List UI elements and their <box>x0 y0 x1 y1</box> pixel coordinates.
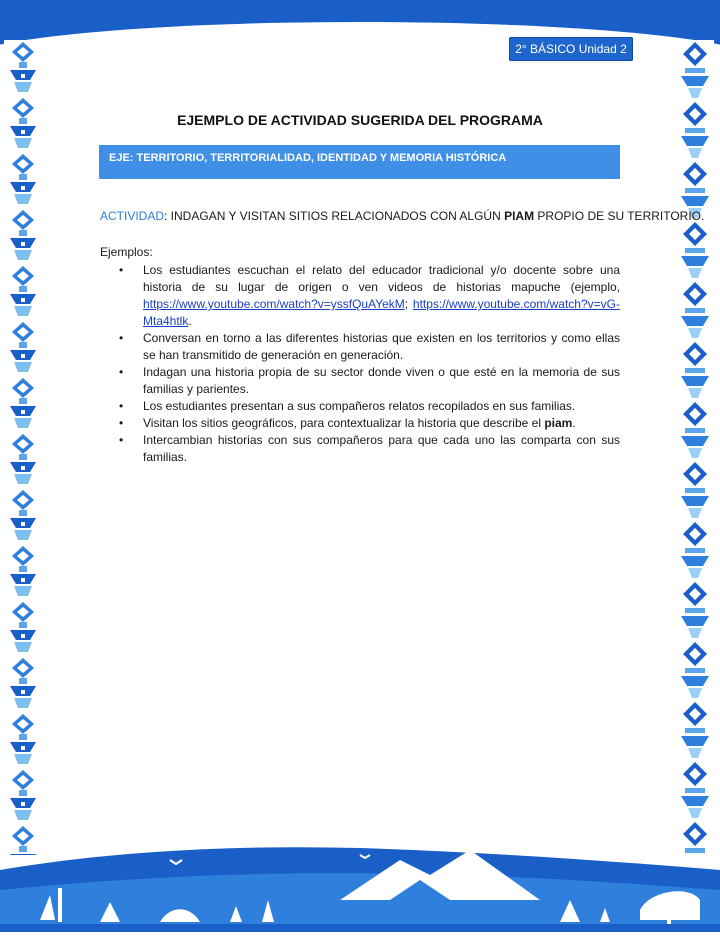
page-title: EJEMPLO DE ACTIVIDAD SUGERIDA DEL PROGRAMA <box>177 112 543 128</box>
eje-banner: EJE: TERRITORIO, TERRITORIALIDAD, IDENTIDAD Y MEMORIA HISTÓRICA <box>99 145 620 179</box>
actividad-bold: PIAM <box>504 209 535 223</box>
list-item <box>100 432 620 466</box>
bullet: • <box>119 399 124 413</box>
list-item <box>100 262 620 330</box>
item-text: Los estudiantes presentan a sus compañeros relatos recopilados en sus familias. <box>143 399 576 413</box>
item-text: Intercambian historias con sus compañeros para que cada uno las comparta con sus familias. <box>143 433 620 464</box>
actividad-text-before: : INDAGAN Y VISITAN SITIOS RELACIONADOS CON ALGÚN <box>164 209 505 223</box>
item-bold: piam <box>544 416 573 430</box>
bullet: • <box>119 416 124 430</box>
item-text: Indagan una historia propia de su sector donde viven o que esté en la memoria de sus familias y parientes. <box>143 365 620 396</box>
bullet: • <box>119 331 124 345</box>
item-text: Los estudiantes escuchan el relato del educador tradicional y/o docente sobre una historia de su lugar de origen o ven videos de historias mapuche (ejemplo, <box>143 263 620 294</box>
list-item <box>100 415 620 432</box>
left-decorative-border <box>4 40 42 855</box>
youtube-link-2[interactable]: https://www.youtube.com/watch?v=vG-Mta4htlk <box>143 297 620 328</box>
item-text: Conversan en torno a las diferentes historias que existen en los territorios y como ellas se han transmitido de generación en generación. <box>143 331 620 362</box>
bullet: • <box>119 365 124 379</box>
actividad-label: ACTIVIDAD <box>100 209 165 223</box>
bullet: • <box>119 433 124 447</box>
actividad-line <box>100 209 705 223</box>
bullet: • <box>119 263 124 277</box>
youtube-link-1[interactable]: https://www.youtube.com/watch?v=yssfQuAYekM <box>143 297 405 311</box>
list-item <box>100 398 620 415</box>
ejemplos-label: Ejemplos: <box>100 245 153 259</box>
list-item <box>100 330 620 364</box>
unit-badge: 2° BÁSICO Unidad 2 <box>509 37 633 61</box>
list-item <box>100 364 620 398</box>
footer-landscape-illustration <box>0 840 720 932</box>
item-text: Visitan los sitios geográficos, para contextualizar la historia que describe el <box>143 416 545 430</box>
actividad-text-after: PROPIO DE SU TERRITORIO. <box>534 209 705 223</box>
right-decorative-border <box>676 40 714 855</box>
item-sep: ; <box>404 297 413 311</box>
item-end: . <box>572 416 576 430</box>
examples-list <box>100 262 620 466</box>
item-end: . <box>188 314 192 328</box>
